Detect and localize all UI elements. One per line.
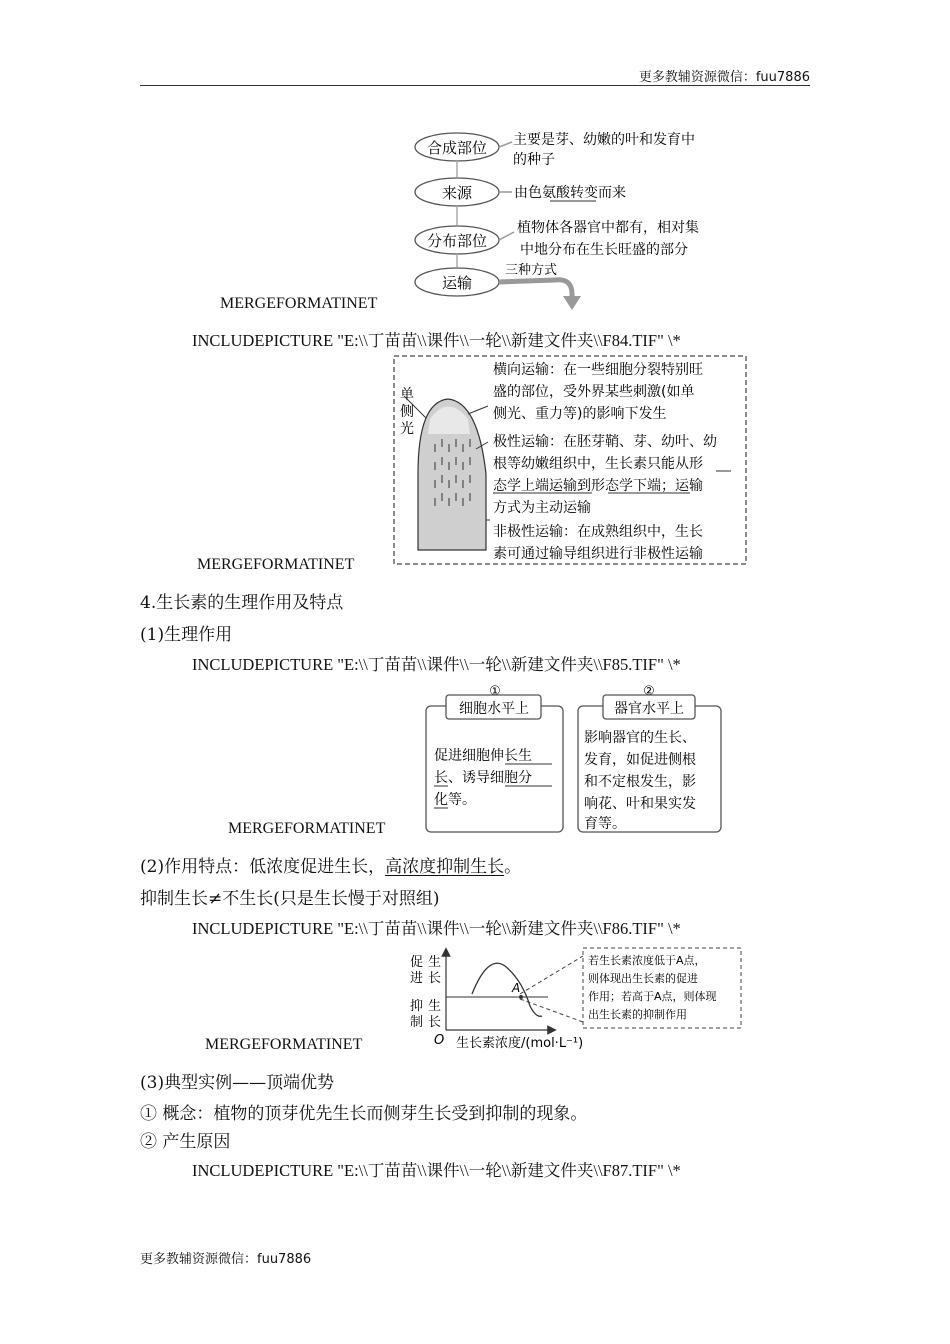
characteristics-prefix: (2)作用特点：低浓度促进生长， bbox=[140, 857, 386, 877]
characteristics-suffix: 。 bbox=[504, 857, 522, 877]
polar-transport-line3: 态学上端运输到形态学下端；运输 bbox=[493, 478, 703, 494]
include-picture-field: INCLUDEPICTURE "E:\\丁苗苗\\课件\\一轮\\新建文件夹\\F86.TIF" \* bbox=[192, 919, 681, 938]
auxin-overview-diagram bbox=[400, 122, 780, 312]
y-lower-label-1: 抑 bbox=[410, 999, 424, 1014]
cell-level-number: ① bbox=[489, 684, 501, 699]
organ-level-line5: 育等。 bbox=[584, 816, 626, 832]
desc-distribution-line2: 中地分布在生长旺盛的部分 bbox=[520, 242, 688, 258]
pointer bbox=[499, 142, 512, 147]
cell-level-title: 细胞水平上 bbox=[459, 701, 529, 717]
desc-synthesis-line1: 主要是芽、幼嫩的叶和发育中 bbox=[513, 132, 695, 148]
cell-level-line2: 长、诱导细胞分 bbox=[434, 770, 532, 786]
node-distribution-label: 分布部位 bbox=[426, 232, 488, 250]
effect-curve bbox=[472, 963, 542, 1016]
pointer bbox=[499, 232, 514, 240]
concentration-effect-graph bbox=[400, 944, 770, 1056]
header-divider bbox=[140, 85, 810, 86]
y-lower-label-2: 制 bbox=[410, 1015, 424, 1030]
lateral-transport-line3: 侧光、重力等)的影响下发生 bbox=[493, 406, 667, 422]
nonpolar-transport-line2: 素可通过输导组织进行非极性运输 bbox=[493, 546, 703, 562]
desc-source: 由色氨酸转变而来 bbox=[514, 185, 626, 201]
organ-level-title: 器官水平上 bbox=[614, 701, 684, 717]
callout-line bbox=[520, 956, 583, 994]
y-lower-label-4: 长 bbox=[428, 1015, 442, 1030]
organ-level-line2: 发育，如促进侧根 bbox=[584, 752, 696, 768]
organ-level-number: ② bbox=[643, 684, 655, 699]
desc-distribution-line1: 植物体各器官中都有，相对集 bbox=[517, 220, 699, 236]
unilateral-light-2: 侧 bbox=[400, 404, 414, 420]
include-picture-field: INCLUDEPICTURE "E:\\丁苗苗\\课件\\一轮\\新建文件夹\\F87.TIF" \* bbox=[192, 1161, 681, 1180]
callout-line1: 若生长素浓度低于A点， bbox=[588, 954, 706, 967]
inhibition-note: 抑制生长≠不生长(只是生长慢于对照组) bbox=[140, 889, 440, 909]
lateral-transport-line2: 盛的部位，受外界某些刺激(如单 bbox=[493, 384, 695, 400]
x-axis-label: 生长素浓度/(mol·L⁻¹) bbox=[456, 1036, 584, 1051]
transport-arrow bbox=[499, 280, 572, 298]
nonpolar-transport-line1: 非极性运输：在成熟组织中，生长 bbox=[493, 524, 703, 540]
characteristics-line bbox=[140, 852, 521, 877]
unilateral-light-3: 光 bbox=[400, 421, 414, 437]
y-upper-label-2: 进 bbox=[410, 971, 424, 986]
section-heading: 4.生长素的生理作用及特点 bbox=[140, 593, 344, 613]
auxin-transport-diagram bbox=[390, 354, 750, 568]
node-transport-label: 运输 bbox=[441, 274, 473, 292]
y-upper-label-3: 生 bbox=[428, 955, 442, 970]
characteristics-underlined: 高浓度抑制生长 bbox=[385, 857, 505, 877]
pointer-lateral bbox=[468, 406, 488, 414]
callout-line4: 出生长素的抑制作用 bbox=[588, 1008, 687, 1021]
organ-level-box bbox=[578, 706, 721, 832]
polar-transport-line1: 极性运输：在胚芽鞘、芽、幼叶、幼 bbox=[493, 434, 717, 450]
header-text: 更多教辅资源微信：fuu7886 bbox=[638, 70, 810, 85]
polar-transport-line4: 方式为主动运输 bbox=[493, 500, 591, 516]
concept-item: ① 概念：植物的顶芽优先生长而侧芽生长受到抑制的现象。 bbox=[140, 1104, 588, 1124]
point-a bbox=[519, 995, 523, 999]
y-upper-label-4: 长 bbox=[428, 971, 442, 986]
callout-line2: 则体现出生长素的促进 bbox=[588, 972, 698, 985]
lateral-transport-line1: 横向运输：在一些细胞分裂特别旺 bbox=[493, 362, 703, 378]
subsection-heading: (1)生理作用 bbox=[140, 625, 233, 645]
include-picture-field: INCLUDEPICTURE "E:\\丁苗苗\\课件\\一轮\\新建文件夹\\F84.TIF" \* bbox=[192, 331, 681, 350]
footer-text: 更多教辅资源微信：fuu7886 bbox=[140, 1252, 312, 1267]
desc-synthesis-line2: 的种子 bbox=[513, 152, 555, 168]
merge-field: MERGEFORMATINET bbox=[197, 556, 355, 573]
cause-item: ② 产生原因 bbox=[140, 1132, 231, 1152]
cell-level-line1: 促进细胞伸长生 bbox=[434, 748, 532, 764]
cell-level-line3: 化等。 bbox=[434, 792, 476, 808]
organ-level-line3: 和不定根发生，影 bbox=[584, 774, 696, 790]
origin-label: O bbox=[434, 1033, 445, 1048]
cell-level-box bbox=[426, 706, 563, 832]
callout-line bbox=[520, 999, 583, 1022]
transport-arrowhead bbox=[563, 296, 581, 310]
callout-line3: 作用；若高于A点，则体现 bbox=[588, 990, 717, 1003]
node-synthesis-label: 合成部位 bbox=[426, 139, 488, 157]
y-upper-label-1: 促 bbox=[410, 955, 424, 970]
node-source-label: 来源 bbox=[441, 184, 473, 202]
include-picture-field: INCLUDEPICTURE "E:\\丁苗苗\\课件\\一轮\\新建文件夹\\F85.TIF" \* bbox=[192, 655, 681, 674]
organ-level-line1: 影响器官的生长、 bbox=[584, 730, 696, 746]
organ-level-line4: 响花、叶和果实发 bbox=[584, 796, 696, 812]
y-lower-label-3: 生 bbox=[428, 999, 442, 1014]
transport-note: 三种方式 bbox=[505, 263, 558, 278]
unilateral-light-1: 单 bbox=[400, 387, 414, 403]
polar-transport-line2: 根等幼嫩组织中，生长素只能从形 bbox=[493, 456, 703, 472]
subsection-heading: (3)典型实例——顶端优势 bbox=[140, 1073, 335, 1093]
merge-field: MERGEFORMATINET bbox=[228, 820, 386, 837]
physiological-effects-diagram bbox=[420, 680, 730, 836]
merge-field: MERGEFORMATINET bbox=[205, 1036, 363, 1053]
merge-field: MERGEFORMATINET bbox=[220, 295, 378, 312]
point-a-label: A bbox=[512, 981, 521, 995]
